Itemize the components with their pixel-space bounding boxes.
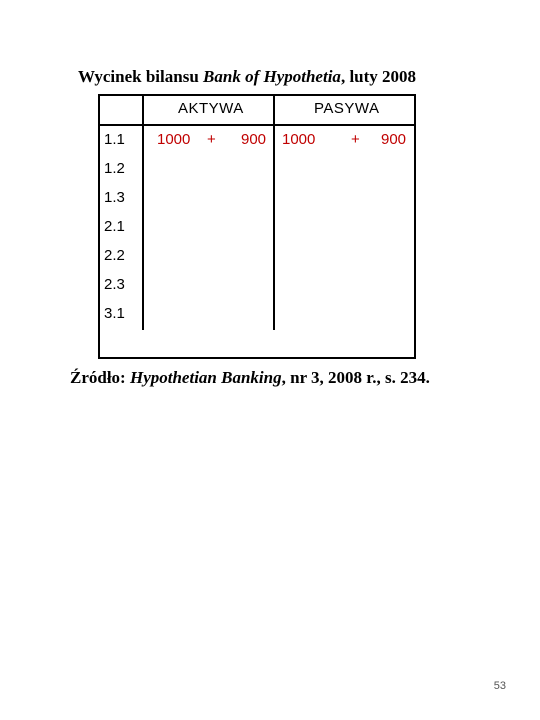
row-label-2-1: 2.1 xyxy=(104,218,125,235)
pasywa-amount-2: 900 xyxy=(381,131,407,148)
aktywa-amount-1: 1000 xyxy=(157,131,191,148)
document-title xyxy=(78,67,498,87)
row-label-1-3: 1.3 xyxy=(104,189,125,206)
aktywa-pasywa-divider xyxy=(273,94,275,330)
aktywa-amount-2: 900 xyxy=(241,131,267,148)
header-aktywa: AKTYWA xyxy=(178,100,244,117)
row-label-1-2: 1.2 xyxy=(104,160,125,177)
source-suffix: , nr 3, 2008 r., s. 234. xyxy=(281,368,430,387)
row-label-2-2: 2.2 xyxy=(104,247,125,264)
pasywa-plus-sign: + xyxy=(351,131,360,148)
source-prefix: Źródło: xyxy=(70,368,130,387)
source-publication: Hypothetian Banking xyxy=(129,368,282,387)
source-citation xyxy=(70,368,510,388)
header-pasywa: PASYWA xyxy=(314,100,380,117)
row-label-1-1: 1.1 xyxy=(104,131,125,148)
row-label-3-1: 3.1 xyxy=(104,305,125,322)
title-prefix: Wycinek bilansu xyxy=(78,67,204,86)
aktywa-plus-sign: + xyxy=(207,131,216,148)
pasywa-amount-1: 1000 xyxy=(282,131,316,148)
title-suffix: , luty 2008 xyxy=(340,67,417,86)
row-label-2-3: 2.3 xyxy=(104,276,125,293)
title-bank-name: Bank of Hypothetia xyxy=(203,67,341,86)
label-column-divider xyxy=(142,94,144,330)
header-divider xyxy=(98,124,416,126)
page-number: 53 xyxy=(493,680,506,692)
